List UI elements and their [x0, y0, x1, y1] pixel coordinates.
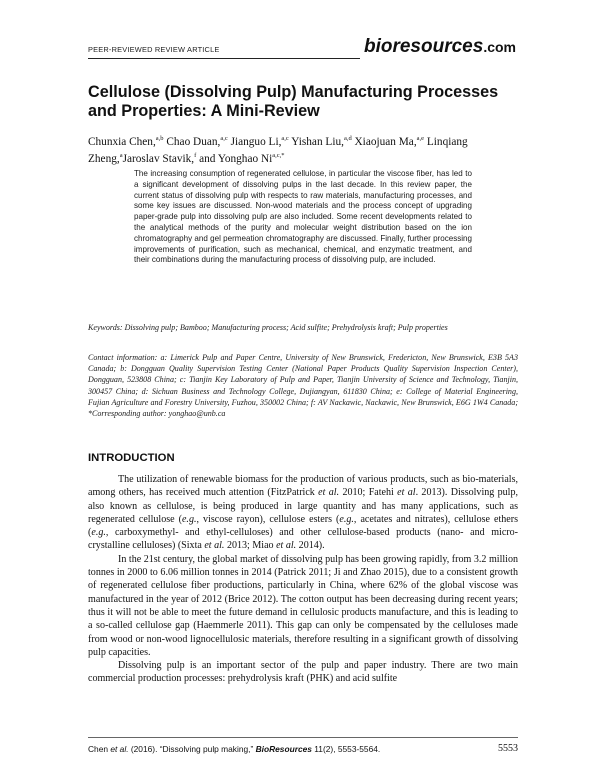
citation-volume: 11(2), 5553-5564.: [311, 744, 381, 754]
citation-author: Chen: [88, 744, 111, 754]
italic-run: e.g.: [91, 527, 106, 539]
paper-title: Cellulose (Dissolving Pulp) Manufacturing Processes and Properties: A Mini-Review: [88, 83, 499, 120]
author-list: [88, 134, 518, 168]
author-name: Linqiang Zheng,: [88, 136, 468, 165]
body-paragraph: [88, 473, 518, 553]
text-run: , acetates and nitrates), cellulose ethers (: [88, 513, 518, 539]
page-footer: [88, 744, 518, 758]
body-paragraph: [88, 659, 518, 686]
author-affiliation: a,b: [155, 135, 164, 142]
page-number: 5553: [498, 743, 518, 754]
keywords: Keywords: Dissolving pulp; Bamboo; Manufacturing process; Acid sulfite; Prehydrolysis kraft; Pulp properties: [88, 323, 448, 332]
author-name: Chao Duan,: [163, 136, 221, 148]
author-name: Yishan Liu,: [288, 136, 344, 148]
brand-suffix: .com: [483, 39, 516, 55]
citation-journal: BioResources: [255, 744, 312, 754]
brand-name: bioresources: [363, 36, 484, 57]
author-name: and Yonghao Ni: [196, 153, 273, 165]
text-run: The utilization of renewable biomass for the production of various products, such as bio-materials, among others, has received much attention (FitzPatrick: [88, 474, 518, 499]
author-affiliation: a,d: [343, 135, 352, 142]
citation-etal: et al.: [110, 744, 129, 754]
author-name: Chunxia Chen,: [88, 136, 156, 148]
footer-rule: [88, 737, 518, 738]
author-affiliation: f: [194, 152, 197, 159]
text-run: In the 21st century, the global market of dissolving pulp has been growing rapidly, from 3.2 million tonnes in 2000 to 6.06 million tonnes in 2014 (Patrick 2011; Ji and Zhao 2015), due to a consistent growth of regenerated cellulose fiber productions, particularly in China, where 62% of the global viscose was manufactured in the year of 2012 (Brice 2012). The cotton output has been decreasing during recent years; thus it will not be able to meet the future demand in cellulosic products manufacture, and this is leading to a so-called cellulose gap (Haemmerle 2011). This gap can only be compensated by the celluloses made from wood or non-wood lignocellulosic materials, therefore resulting in a significant growth of dissolving pulp capacities.: [88, 553, 518, 658]
author-affiliation: a,c: [220, 135, 228, 142]
italic-run: et al.: [204, 540, 225, 552]
text-run: 2014).: [296, 540, 325, 552]
italic-run: e.g.: [339, 513, 354, 525]
text-run: , viscose rayon), cellulose esters (: [196, 513, 340, 525]
citation-line: [88, 744, 380, 754]
abstract: The increasing consumption of regenerated cellulose, in particular the viscose fiber, has led to a significant development of dissolving pulps in the last decade. In this review paper, the current status of dissolving pulp with respects to raw materials, manufacturing processes, and some key issues are discussed. Non-wood materials and the process concept of upgrading paper-grade pulp into dissolving pulp are also included. Some recent developments related to the analytical methods of the purity and molecular weight distribution based on the ion chromatography and gel permeation chromatography are discussed. Finally, further processing improvements of purification, such as mechanical, chemical, and enzymatic treatment, and their combinations during the manufacturing process of dissolving pulp, are included.: [134, 169, 472, 265]
italic-run: et al.: [318, 487, 340, 499]
author-name: Jianguo Li,: [227, 136, 282, 148]
text-run: , carboxymethyl- and ethyl-celluloses) and other cellulose-based products (nano- and micro-crystalline celluloses) (Sixta: [88, 527, 518, 552]
section-heading-introduction: INTRODUCTION: [88, 452, 175, 464]
header-rule: [88, 58, 360, 59]
author-name: Xiaojuan Ma,: [351, 136, 417, 148]
italic-run: et al.: [276, 540, 297, 552]
text-run: 2013; Miao: [224, 540, 277, 552]
article-type-label: PEER-REVIEWED REVIEW ARTICLE: [88, 45, 220, 54]
italic-run: e.g.: [181, 513, 197, 525]
introduction-body: [88, 473, 518, 686]
citation-title: (2016). “Dissolving pulp making,”: [128, 744, 256, 754]
text-run: Dissolving pulp is an important sector of the pulp and paper industry. There are two main commercial production processes: prehydrolysis kraft (PHK) and acid sulfite: [88, 660, 518, 685]
text-run: . 2013). Dissolving pulp, also known as cellulose, is being produced in large quantity and has many applications, such as regenerated cellulose (: [88, 487, 518, 525]
author-affiliation: a: [119, 152, 123, 159]
author-affiliation: a,e: [416, 135, 425, 142]
body-paragraph: [88, 553, 518, 659]
author-affiliation: a,c: [281, 135, 289, 142]
contact-information: Contact information: a: Limerick Pulp and Paper Centre, University of New Brunswick, Fredericton, New Brunswick, E3B 5A3 Canada; b: Dongguan Quality Supervision Testing Center (National Paper Products Quality Supervision Inspection Center), Dongguan, 523808 China; c: Tianjin Key Laboratory of Pulp and Paper, Tianjin University of Science and Technology, Tianjin, 300457 China; d: Sichuan Business and Technology College, Dujiangyan, 611830 China; e: College of Material Engineering, Fujian Agriculture and Forestry University, Fuzhou, 350002 China; f: AV Nackawic, Nackawic, New Brunswick, E6G 1W4 Canada; *Corresponding author: yonghao@unb.ca: [88, 353, 518, 419]
journal-brand-link[interactable]: [364, 36, 516, 58]
author-affiliation: a,c,*: [272, 152, 285, 159]
journal-header: [88, 38, 516, 64]
text-run: 2010; Fatehi: [339, 487, 398, 499]
italic-run: et al: [397, 487, 416, 499]
author-name: Jaroslav Stavik,: [122, 153, 195, 165]
